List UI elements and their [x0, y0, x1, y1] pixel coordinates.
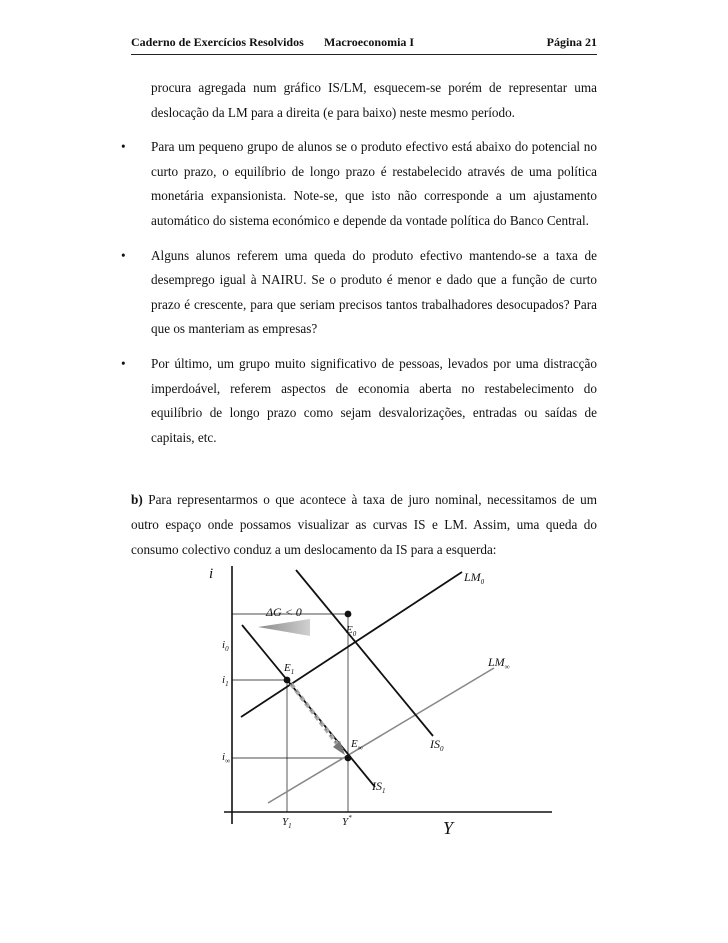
- is0-curve: [296, 570, 433, 736]
- einf-label: $E_\infty$: [351, 738, 363, 752]
- bullet-text: Para um pequeno grupo de alunos se o produto efectivo está abaixo do potencial no curto prazo, o equilíbrio de longo prazo é restabelecido através de uma política monetária expansionista. Note-se, que isto não corresponde a um ajustamento automático do sistema económico e depende da vontade política do Banco Central.: [151, 139, 597, 228]
- iinf-tick-label: $i_\infty$: [222, 751, 231, 765]
- header-page-number: Página 21: [546, 35, 597, 49]
- lm0-curve: [241, 572, 462, 717]
- ystar-tick-label: Y*: [342, 814, 352, 828]
- bullet-text: Alguns alunos referem uma queda do produto efectivo mantendo-se a taxa de desemprego igual à NAIRU. Se o produto é menor e dado que a função de curto prazo é crescente, para que seriam precisos tantos trabalhadores desocupados? Para que os manteriam as empresas?: [151, 247, 597, 337]
- bullet-icon: •: [121, 355, 126, 371]
- continuation-text: procura agregada num gráfico IS/LM, esquecem-se porém de representar uma deslocação da LM para a direita (e para baixo) neste mesmo período.: [151, 80, 597, 120]
- x-axis-label: Y: [443, 818, 454, 838]
- y1-tick-label: $Y_1$: [282, 816, 292, 830]
- i0-tick-label: $i_0$: [222, 639, 229, 653]
- paragraph-b-label: b): [131, 492, 143, 508]
- e1-label: $E_1$: [284, 662, 295, 676]
- delta-g-arrow: [258, 619, 310, 636]
- bullet-icon: •: [121, 139, 126, 155]
- paragraph-b-text: Para representarmos o que acontece à taxa de juro nominal, necessitamos de um outro espaço onde possamos visualizar as curvas IS e LM. Assim, uma queda do consumo colectivo conduz a um deslocamento da IS para a esquerda:: [131, 492, 597, 557]
- e0-label: $E_0$: [346, 624, 357, 638]
- bullet-text: Por último, um grupo muito significativo de pessoas, levados por uma distracção imperdoável, referem aspectos de economia aberta no restabelecimento do equilíbrio de longo prazo como sejam desvalorizações, entradas ou saídas de capitais, etc.: [151, 355, 597, 445]
- header-book-title: Caderno de Exercícios Resolvidos: [131, 35, 304, 49]
- e0-point: [345, 611, 352, 618]
- i1-tick-label: $i_1$: [222, 674, 229, 688]
- bullet-icon: •: [121, 247, 126, 263]
- is1-label: $IS_1$: [372, 779, 386, 795]
- einf-point: [345, 755, 352, 762]
- delta-g-label: ΔG < 0: [266, 605, 302, 619]
- e1-point: [284, 677, 291, 684]
- is0-label: $IS_0$: [430, 737, 444, 753]
- header-course-title: Macroeconomia I: [324, 35, 415, 49]
- lm0-label: $LM_0$: [464, 570, 485, 586]
- y-axis-label: i: [209, 566, 214, 582]
- lminf-label: $LM_\infty$: [488, 655, 510, 671]
